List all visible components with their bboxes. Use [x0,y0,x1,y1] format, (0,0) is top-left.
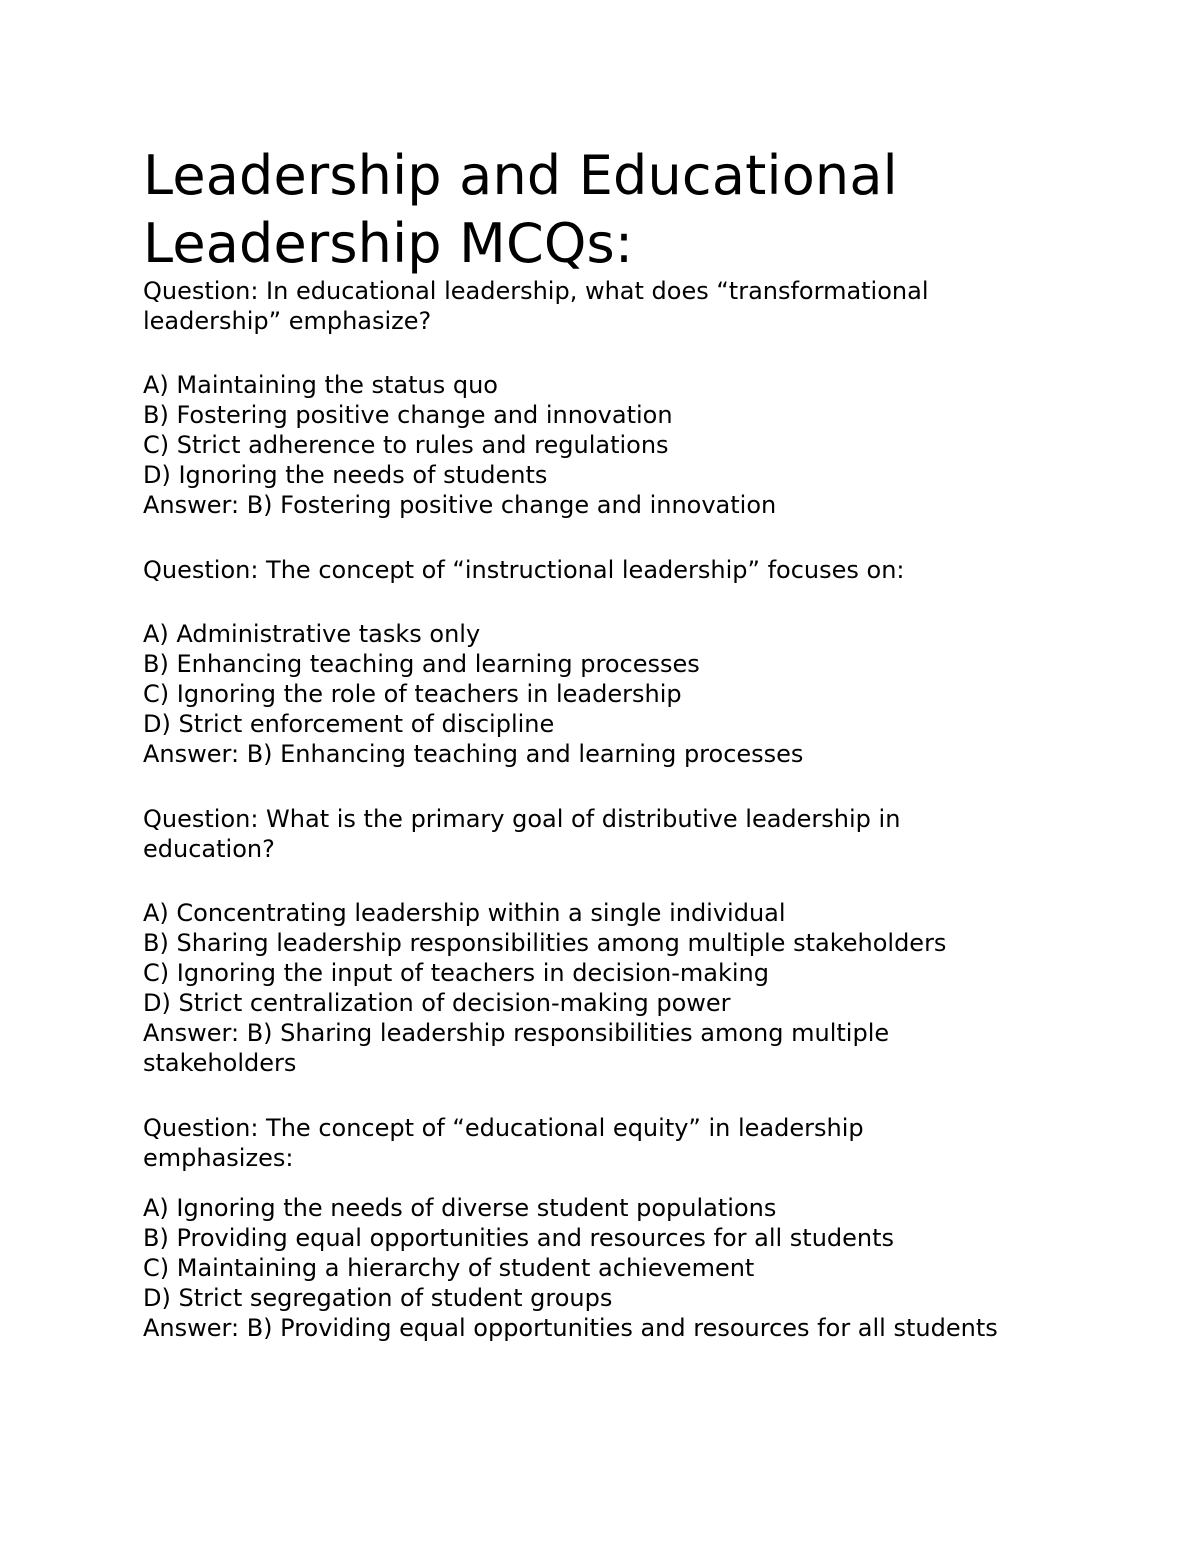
option-a: A) Concentrating leadership within a single individual [143,899,786,927]
option-d: D) Ignoring the needs of students [143,461,548,489]
answer-text: Answer: B) Sharing leadership responsibilities among multiple [143,1019,890,1047]
document-title [143,142,1073,278]
question-block-3 [143,804,1073,1078]
answer-text: Answer: B) Providing equal opportunities and resources for all students [143,1314,998,1342]
option-b: B) Sharing leadership responsibilities among multiple stakeholders [143,929,947,957]
question-text: leadership” emphasize? [143,307,432,335]
option-b: B) Enhancing teaching and learning processes [143,650,700,678]
option-a: A) Ignoring the needs of diverse student populations [143,1194,777,1222]
question-block-2 [143,555,1073,769]
option-b: B) Fostering positive change and innovation [143,401,673,429]
question-text: education? [143,835,275,863]
question-text: Question: In educational leadership, what does “transformational [143,277,929,305]
question-text: Question: The concept of “educational equity” in leadership [143,1114,864,1142]
option-c: C) Ignoring the role of teachers in leadership [143,680,682,708]
option-c: C) Strict adherence to rules and regulations [143,431,669,459]
answer-text: stakeholders [143,1049,297,1077]
option-d: D) Strict enforcement of discipline [143,710,555,738]
title-line-1: Leadership and Educational [143,144,898,207]
question-block-4 [143,1113,1073,1343]
document-page [143,142,1073,1343]
question-text: emphasizes: [143,1144,294,1172]
option-c: C) Ignoring the input of teachers in decision-making [143,959,769,987]
option-b: B) Providing equal opportunities and resources for all students [143,1224,895,1252]
answer-text: Answer: B) Fostering positive change and innovation [143,491,777,519]
question-block-1 [143,276,1073,520]
option-c: C) Maintaining a hierarchy of student achievement [143,1254,755,1282]
option-d: D) Strict segregation of student groups [143,1284,613,1312]
option-d: D) Strict centralization of decision-making power [143,989,731,1017]
option-a: A) Maintaining the status quo [143,371,498,399]
option-a: A) Administrative tasks only [143,620,481,648]
title-line-2: Leadership MCQs: [143,212,634,275]
answer-text: Answer: B) Enhancing teaching and learning processes [143,740,804,768]
question-text: Question: The concept of “instructional leadership” focuses on: [143,556,905,584]
question-text: Question: What is the primary goal of distributive leadership in [143,805,901,833]
